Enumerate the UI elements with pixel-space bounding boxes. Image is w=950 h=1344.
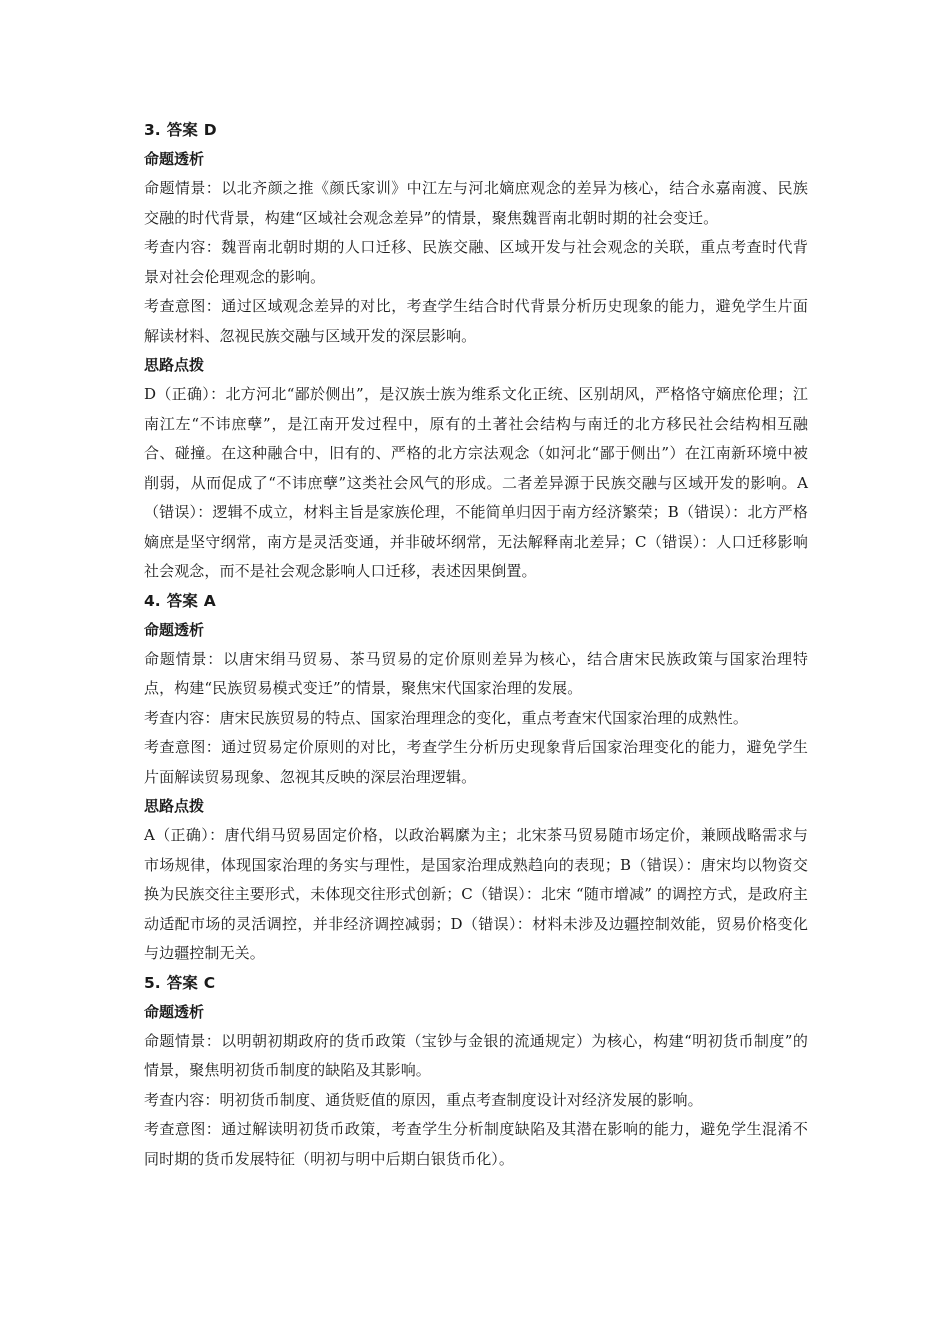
intent-paragraph: 考查意图：通过解读明初货币政策，考查学生分析制度缺陷及其潜在影响的能力，避免学生混淆不同时期的货币发展特征（明初与明中后期白银货币化）。 (144, 1120, 808, 1168)
document-page (144, 116, 808, 1174)
question-number: 3. (144, 121, 161, 139)
question-5 (144, 969, 808, 1175)
intent-paragraph: 考查意图：通过区域观念差异的对比，考查学生结合时代背景分析历史现象的能力，避免学生片面解读材料、忽视民族交融与区域开发的深层影响。 (144, 297, 808, 345)
answer-label: 答案 (166, 591, 198, 610)
content-paragraph: 考查内容：唐宋民族贸易的特点、国家治理理念的变化，重点考查宋代国家治理的成熟性。 (144, 708, 749, 727)
hint-title: 思路点拨 (144, 356, 205, 374)
question-4-answer-header (144, 587, 808, 616)
question-4 (144, 587, 808, 969)
answer-letter: A (203, 591, 216, 610)
answer-label: 答案 (166, 121, 198, 139)
hint-title: 思路点拨 (144, 797, 205, 815)
intent-paragraph: 考查意图：通过贸易定价原则的对比，考查学生分析历史现象背后国家治理变化的能力，避免学生片面解读贸易现象、忽视其反映的深层治理逻辑。 (144, 738, 808, 786)
content-paragraph: 考查内容：魏晋南北朝时期的人口迁移、民族交融、区域开发与社会观念的关联，重点考查时代背景对社会伦理观念的影响。 (144, 238, 808, 286)
question-5-answer-header (144, 969, 808, 998)
answer-label: 答案 (166, 973, 198, 992)
answer-letter: D (203, 121, 217, 139)
analysis-title: 命题透析 (144, 620, 205, 639)
scenario-paragraph: 命题情景：以明朝初期政府的货币政策（宝钞与金银的流通规定）为核心，构建“明初货币制度”的情景，聚焦明初货币制度的缺陷及其影响。 (144, 1031, 808, 1079)
question-3-answer-header (144, 116, 808, 145)
answer-letter: C (203, 973, 216, 992)
hint-paragraph: A（正确）：唐代绢马贸易固定价格，以政治羁縻为主；北宋茶马贸易随市场定价，兼顾战略需求与市场规律，体现国家治理的务实与理性，是国家治理成熟趋向的表现；B（错误）：唐宋均以物资交换为民族交往主要形式，未体现交往形式创新；C（错误）：北宋 “随市增减” 的调控方式，是政府主动适配市场的灵活调控，并非经济调控减弱；D（错误）：材料未涉及边疆控制效能，贸易价格变化与边疆控制无关。 (144, 826, 808, 962)
hint-paragraph: D（正确）：北方河北“鄙於侧出”，是汉族士族为维系文化正统、区别胡风，严格恪守嫡庶伦理；江南江左“不讳庶孽”，是江南开发过程中，原有的土著社会结构与南迁的北方移民社会结构相互融合、碰撞。在这种融合中，旧有的、严格的北方宗法观念（如河北“鄙于侧出”）在江南新环境中被削弱，从而促成了“不讳庶孽”这类社会风气的形成。二者差异源于民族交融与区域开发的影响。A（错误）：逻辑不成立，材料主旨是家族伦理，不能简单归因于南方经济繁荣；B（错误）：北方严格嫡庶是坚守纲常，南方是灵活变通，并非破坏纲常，无法解释南北差异；C（错误）：人口迁移影响社会观念，而不是社会观念影响人口迁移，表述因果倒置。 (144, 385, 808, 580)
question-number: 5. (144, 973, 161, 992)
scenario-paragraph: 命题情景：以唐宋绢马贸易、茶马贸易的定价原则差异为核心，结合唐宋民族政策与国家治理特点，构建“民族贸易模式变迁”的情景，聚焦宋代国家治理的发展。 (144, 649, 808, 697)
analysis-title: 命题透析 (144, 1002, 205, 1021)
content-paragraph: 考查内容：明初货币制度、通货贬值的原因，重点考查制度设计对经济发展的影响。 (144, 1090, 703, 1109)
scenario-paragraph: 命题情景：以北齐颜之推《颜氏家训》中江左与河北嫡庶观念的差异为核心，结合永嘉南渡、民族交融的时代背景，构建“区域社会观念差异”的情景，聚焦魏晋南北朝时期的社会变迁。 (144, 179, 808, 227)
question-3 (144, 116, 808, 587)
analysis-title: 命题透析 (144, 150, 205, 168)
question-number: 4. (144, 591, 161, 610)
